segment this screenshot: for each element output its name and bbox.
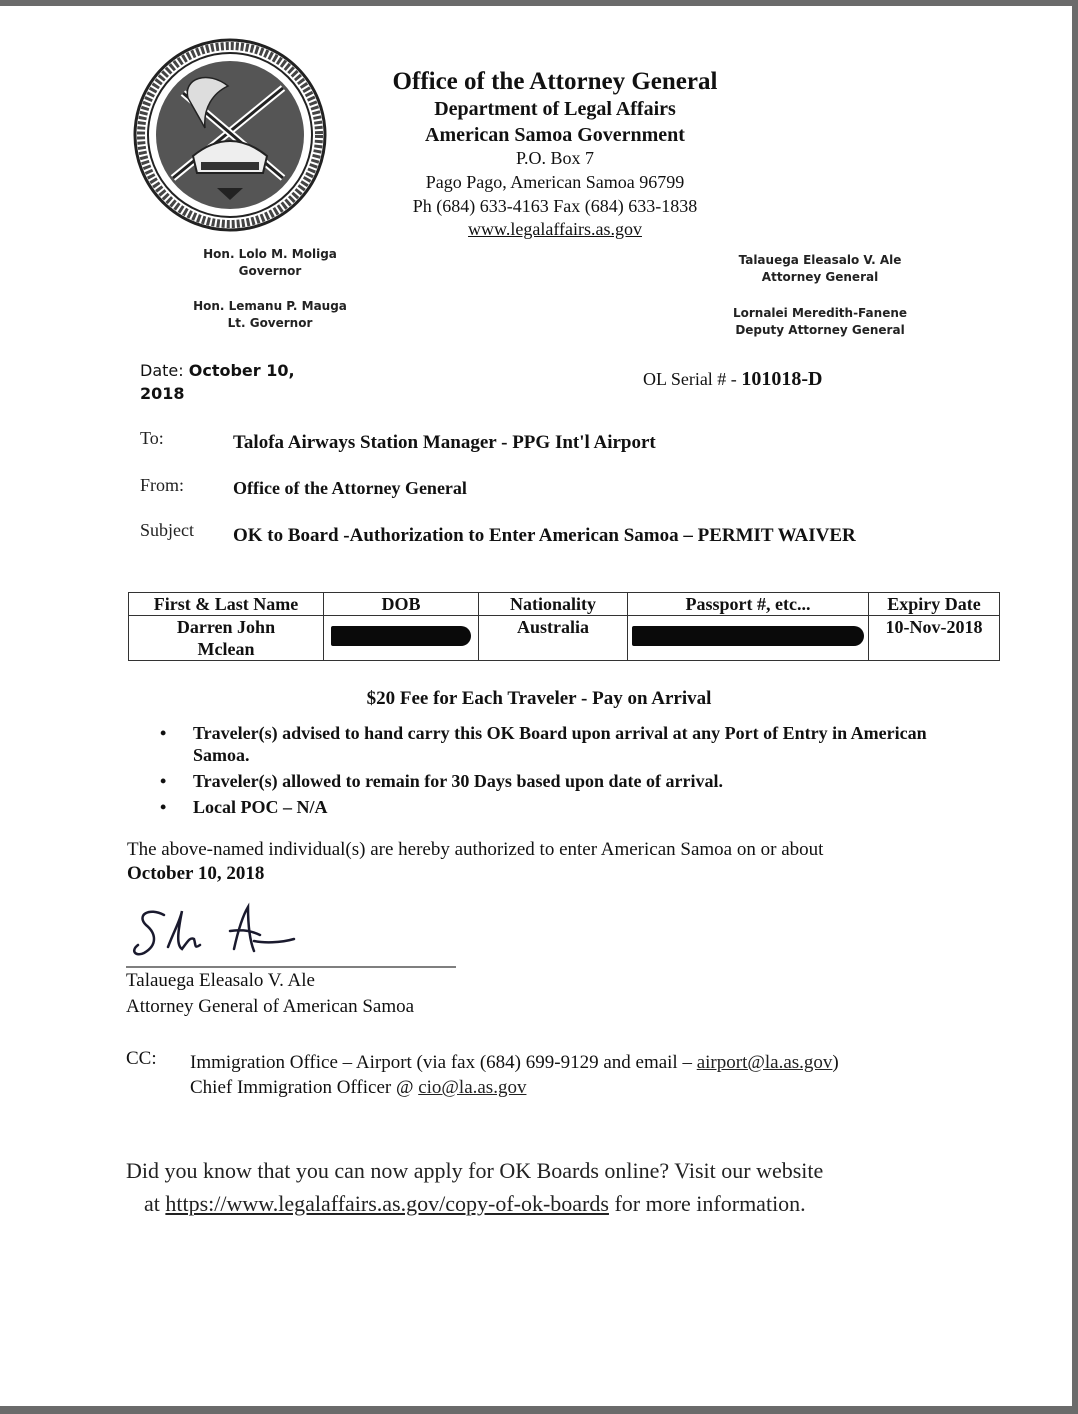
fee-notice: $20 Fee for Each Traveler - Pay on Arrival [366, 688, 712, 709]
serial-number: 101018-D [741, 368, 823, 390]
authorization-date: October 10, 2018 [127, 863, 265, 884]
airport-email-link[interactable]: airport@la.as.gov [696, 1052, 833, 1073]
to-value: Talofa Airways Station Manager - PPG Int'l Airport [233, 432, 656, 453]
online-application-note [126, 1154, 966, 1220]
from-label: From: [140, 475, 185, 495]
governor-block [190, 246, 350, 280]
bullet-icon: • [160, 797, 167, 817]
deputy-ag-name: Lornalei Meredith-Fanene [732, 306, 908, 320]
header-name: First & Last Name [129, 593, 324, 616]
bullet-icon: • [160, 723, 167, 743]
attorney-general-title: Attorney General [761, 270, 879, 284]
cc-closing-paren: ) [832, 1052, 839, 1073]
note-suffix: for more information. [608, 1191, 806, 1216]
attorney-general-block [725, 252, 915, 286]
list-item-text: Traveler(s) advised to hand carry this OK Board upon arrival at any Port of Entry in American Samoa. [193, 723, 927, 765]
signatory-title: Attorney General of American Samoa [126, 996, 415, 1017]
cell-expiry: 10-Nov-2018 [869, 616, 1000, 661]
to-label: To: [140, 428, 164, 448]
cc-recipients [190, 1050, 839, 1100]
lt-governor-name: Hon. Lemanu P. Mauga [193, 299, 347, 313]
po-box: P.O. Box 7 [515, 148, 595, 168]
serial-label: OL Serial # - [643, 369, 737, 389]
cc-line-chief [190, 1075, 839, 1100]
authorization-paragraph [127, 838, 947, 886]
note-line1: Did you know that you can now apply for OK Boards online? Visit our website [126, 1158, 824, 1183]
from-value: Office of the Attorney General [233, 478, 467, 498]
signatory-name: Talauega Eleasalo V. Ale [126, 970, 315, 991]
cc-immigration-text: Immigration Office – Airport (via fax (684) 699-9129 and email – [190, 1052, 697, 1073]
cell-passport [628, 616, 869, 661]
cc-chief-text: Chief Immigration Officer @ [190, 1077, 419, 1098]
attorney-general-name: Talauega Eleasalo V. Ale [738, 253, 902, 267]
office-title: Office of the Attorney General [392, 68, 718, 95]
american-samoa-seal [133, 38, 327, 232]
governor-name: Hon. Lolo M. Moliga [203, 247, 337, 261]
city-address: Pago Pago, American Samoa 96799 [425, 172, 685, 192]
header-nationality: Nationality [479, 593, 628, 616]
deputy-ag-block [720, 305, 920, 339]
handwritten-signature [124, 901, 464, 973]
header-passport: Passport #, etc... [628, 593, 869, 616]
bullet-icon: • [160, 771, 167, 791]
authorization-text: The above-named individual(s) are hereby authorized to enter American Samoa on or about [127, 839, 824, 860]
instructions-list [160, 722, 970, 822]
date-label: Date: [140, 361, 184, 380]
department-name: Department of Legal Affairs [434, 98, 676, 120]
subject-value: OK to Board -Authorization to Enter American Samoa – PERMIT WAIVER [233, 525, 856, 546]
header-dob: DOB [324, 593, 479, 616]
lt-governor-block [180, 298, 360, 332]
date-value-line2: 2018 [140, 384, 185, 403]
list-item [160, 722, 970, 766]
government-name: American Samoa Government [425, 124, 685, 146]
note-prefix: at [144, 1191, 166, 1216]
list-item [160, 770, 970, 792]
serial-block [643, 368, 822, 391]
governor-title: Governor [238, 264, 302, 278]
subject-label: Subject [140, 520, 194, 540]
header-expiry: Expiry Date [869, 593, 1000, 616]
cell-dob [324, 616, 479, 661]
signature-block [126, 968, 414, 1020]
deputy-ag-title: Deputy Attorney General [735, 323, 905, 337]
list-item-text: Local POC – N/A [193, 797, 328, 817]
cell-nationality: Australia [479, 616, 628, 661]
phone-fax: Ph (684) 633-4163 Fax (684) 633-1838 [412, 196, 698, 216]
traveler-first-name: Darren John [176, 617, 276, 637]
cio-email-link[interactable]: cio@la.as.gov [418, 1077, 527, 1098]
table-row [129, 616, 1000, 661]
dob-redaction [331, 626, 471, 646]
document-page [0, 6, 1072, 1406]
traveler-table [128, 592, 1000, 661]
list-item-text: Traveler(s) allowed to remain for 30 Days based upon date of arrival. [193, 771, 723, 791]
lt-governor-title: Lt. Governor [227, 316, 313, 330]
list-item [160, 796, 970, 818]
date-block [140, 359, 295, 405]
website-link[interactable]: www.legalaffairs.as.gov [468, 219, 642, 239]
note-line2 [126, 1187, 966, 1220]
ok-boards-url-link[interactable]: https://www.legalaffairs.as.gov/copy-of-ok-boards [165, 1191, 609, 1216]
date-value-line1: October 10, [188, 361, 295, 380]
traveler-last-name: Mclean [197, 639, 255, 659]
cc-line-immigration [190, 1050, 839, 1075]
cc-label: CC: [126, 1048, 157, 1069]
table-header-row [129, 593, 1000, 616]
cell-name [129, 616, 324, 661]
passport-redaction [632, 626, 864, 646]
